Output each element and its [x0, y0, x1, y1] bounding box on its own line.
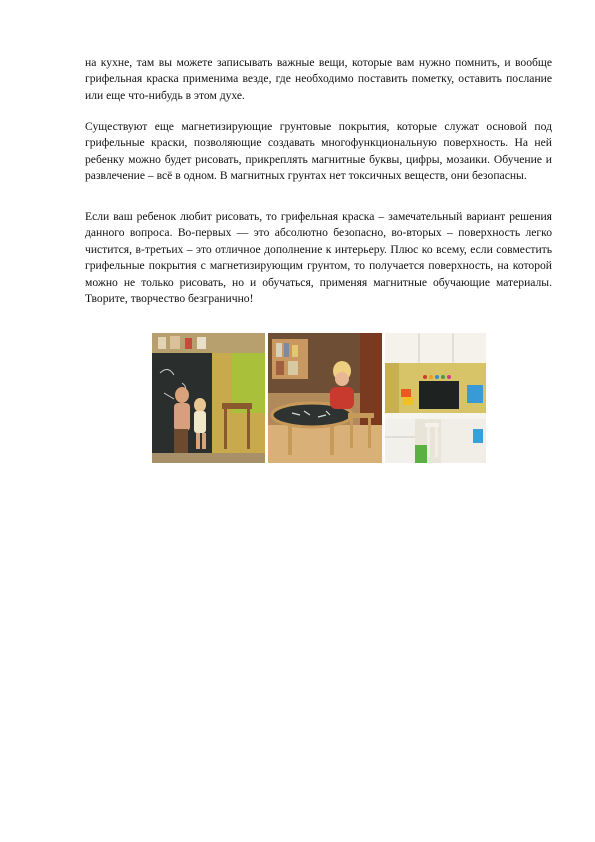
paragraph-text: на кухне, там вы можете записывать важные вещи, которые вам нужно помнить, и вообще грифельная краска применима везде, где необходимо поставить пометку, оставить послание или еще что-нибудь в этом духе.	[85, 56, 552, 102]
paragraph-1	[85, 55, 552, 114]
paragraph-text: Существуют еще магнетизирующие грунтовые покрытия, которые служат основой под грифельные краски, позволяющие создавать многофункциональную поверхность. На ней ребенку можно будет рисовать, прикреплять магнитные буквы, цифры, мозаики. Обучение и развлечение – всё в одном. В магнитных грунтах нет токсичных веществ, они безопасны.	[85, 120, 552, 183]
children-chalkboard-wall-photo	[152, 333, 265, 463]
paragraph-3	[85, 209, 552, 317]
chalkboard-desk-nook-photo	[385, 333, 486, 463]
child-chalkboard-table-photo	[268, 333, 382, 463]
paragraph-2	[85, 119, 552, 195]
photo-strip	[152, 333, 486, 463]
paragraph-text: Если ваш ребенок любит рисовать, то грифельная краска – замечательный вариант решения данного вопроса. Во-первых — это абсолютно безопасно, во-вторых – поверхность легко чистится, в-третьих – это отличное дополнение к интерьеру. Плюс ко всему, если совместить грифельные покрытия с магнетизирующим грунтом, то получается поверхность, на которой можно не только рисовать, но и обучаться, применяя магнитные обучающие материалы. Творите, творчество безгранично!	[85, 210, 552, 306]
